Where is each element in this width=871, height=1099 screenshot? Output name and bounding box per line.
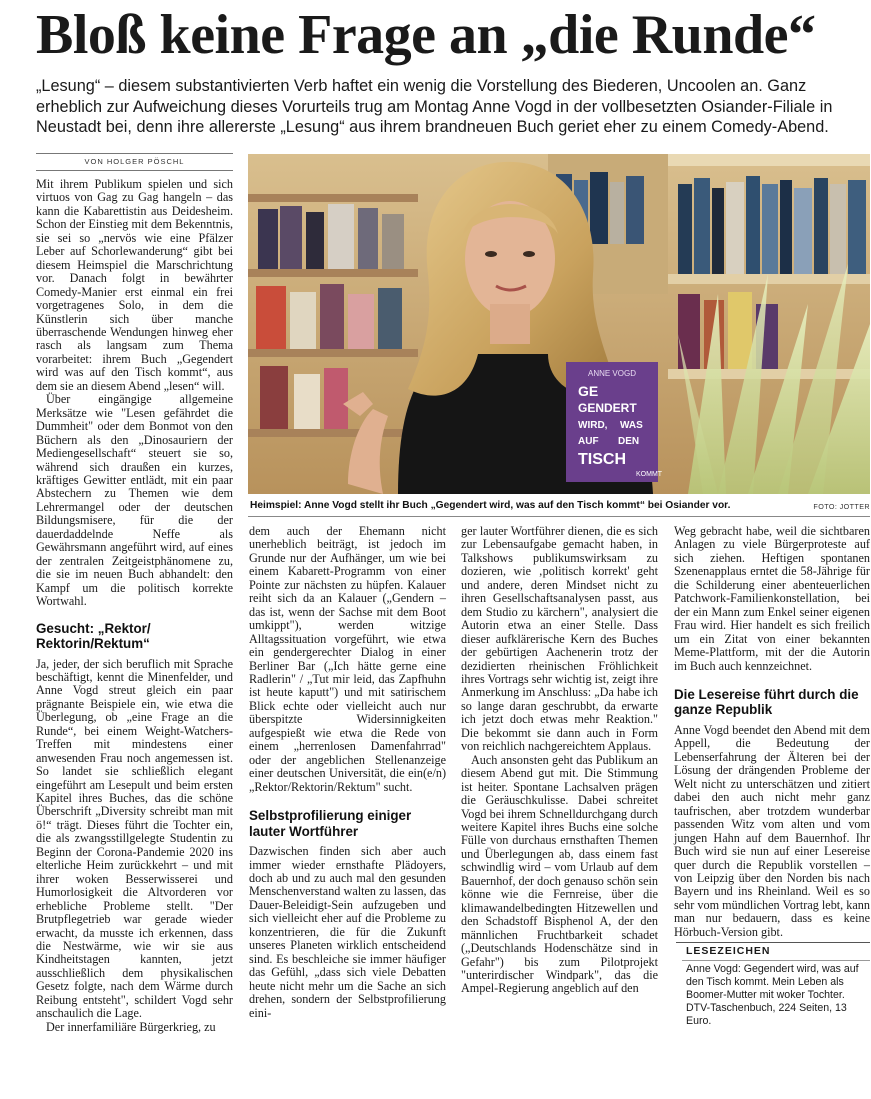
book-title-line: GENDERT bbox=[578, 401, 637, 415]
caption-text: Heimspiel: Anne Vogd stellt ihr Buch „Gegendert wird, was auf den Tisch kommt“ bei Osiander vor. bbox=[250, 500, 731, 511]
photo-credit: FOTO: JOTTER bbox=[813, 502, 870, 511]
body-paragraph: Auch ansonsten geht das Publikum an diesem Abend gut mit. Die Stimmung ist heiter. Spontane Lachsalven prägen die Geräuschkulisse. Dabei schreitet Vogd bei ihrem Schnelldurchgang durch weitere Kapitel ihres Buchs eine solche Fülle von durchaus ernsthaften Themen und Überlegungen ab, dass einem fast schwindlig wird – vom Urlaub auf dem Bauernhof, der doch genauso schön sein könne wie die Fernreise, über die klimawandelbedingten Hitzewellen und den Schadstoff Bisphenol A, der den männlichen Fruchtbarkeit schadet („Deutschlands Hodenschätze sind in Gefahr") bis zum Pilotprojekt "unterirdischer Windpark", das die Ampel-Regierung angeblich auf den bbox=[461, 752, 658, 996]
book-title-line: WAS bbox=[620, 420, 643, 431]
book-title-line: KOMMT bbox=[636, 471, 663, 478]
body-paragraph: ger lauter Wortführer dienen, die es sich zur Lebensaufgabe gemacht haben, in Talkshows publikumswirksam zu dozieren, wie ‚politisch korrekt' geht und andere, deren Mindset nicht zu ihren Gesellschaftsanalysen passt, aus dem Studio zu kärchern", analysiert die Autorin etwa an einer Stelle. Dass dieser aufklärerische Kern des Buches der gebürtigen Aachenerin trotz der dezidierten rheinischen Fröhlichkeit ihres Vortrags sehr wichtig ist, zeigt ihre Anmerkung im Anschluss: „Da habe ich so lange daran geschrubbt, da erwarte ich jetzt doch etwas mehr Reaktion." Die bekommt sie dann auch in Form von reichlich nachgereichtem Applaus. bbox=[461, 524, 658, 754]
body-paragraph: Mit ihrem Publikum spielen und sich virtuos von Gag zu Gag hangeln – das kann die Kabarettistin aus Deidesheim. Schon der Einstieg mit dem Bekenntnis, sie sei so „nervös wie eine Pfälzer Leber auf Schorlewanderung“ gibt bei diesem Heimspiel die Marschrichtung vor. Danach folgt in bewährter Comedy-Manier erst einmal ein frei vorgetragenes Solo, in dem die Künstlerin sich über manche überraschende Wendungen hinweg eher rasch als langsam zum Thema vorarbeitet: ihrem Buch „Gegendert wird was auf den Tisch kommt“, aus dem sie an diesem Abend „lesen“ will. bbox=[36, 177, 233, 393]
book-cover bbox=[566, 362, 663, 482]
article-column-3 bbox=[461, 525, 658, 1020]
byline-rule-top bbox=[36, 153, 233, 154]
subheading: Gesucht: „Rektor/ Rektorin/Rektum“ bbox=[36, 620, 151, 651]
headline: Bloß keine Frage an „die Runde“ bbox=[36, 4, 816, 66]
book-title-line: GE bbox=[578, 383, 599, 399]
book-title-line: DEN bbox=[618, 436, 640, 447]
body-paragraph: Der innerfamiliäre Bürgerkrieg, zu bbox=[46, 1019, 216, 1034]
body-paragraph: dem auch der Ehemann nicht unerheblich beiträgt, ist jedoch im Grunde nur der Aufhänger, um wie bei einem Kabarett-Programm von einer Pointe zur nächsten zu hüpfen. Kalauer reiht sich da an Kalauer („Gendern – das ist, wenn der Sachse mit dem Boot umkippt"), werden witzige Alltagssituation vorgeführt, wie etwa ein gendergerechter Dialog in einer Berliner Bar („Ich hätte gerne eine Radlerin" / „Tut mir leid, das Zapfhuhn ist heute kaputt") und mit satirischem Blick echte oder vielleicht auch nur überspitzte Widersinnigkeiten aufgespießt wie etwa die Rede von einem „herrenlosen Damenfahrrad" oder der angeblichen Stellenanzeige einer deutschen Universität, die ein(e/n) „Rektor/Rektorin/Rektum" sucht. bbox=[249, 524, 446, 794]
article-column-2 bbox=[249, 525, 446, 1020]
book-title-line: WIRD, bbox=[578, 420, 608, 431]
body-paragraph: Dazwischen finden sich aber auch immer wieder ernsthafte Plädoyers, doch ab und zu auch mal den gesunden Menschenverstand walten zu lassen, das Dauer-Beleidigt-Sein aufzugeben und sich vielleicht eher auf die Probleme zu konzentrieren, die für die Zukunft unseres Planeten wirklich entscheidend sind. Es beschleiche sie immer häufiger das Gefühl, „dass sich viele Debatten heute nicht mehr um die Sache an sich drehen, sondern der Selbstprofilierung eini- bbox=[249, 844, 446, 1020]
book-author-label: ANNE VOGD bbox=[587, 369, 637, 378]
article-column-1 bbox=[36, 177, 233, 1034]
body-paragraph: Anne Vogd beendet den Abend mit dem Appell, die Bedeutung der Lebenserfahrung der Älteren bei der Lösung der drängenden Probleme der Welt nicht zu unterschätzen und zitiert dabei den auch nicht mehr ganz taufrischen, aber trotzdem wunderbar passenden Witz vom alten und vom jungen Hahn auf dem Bauernhof. Ihr Buch wird sie nun auf einer Lesereise quer durch die Republik vorstellen – von Leipzig über den Norden bis nach Bayern und ins Rheinland. Weil es so sehr vom mündlichen Vortrag lebt, kann man nur bedauern, dass es keine Hörbuch-Version gibt. bbox=[674, 722, 870, 939]
article-column-4 bbox=[674, 525, 870, 940]
teaser: „Lesung“ – diesem substantivierten Verb haftet ein wenig die Vorstellung des Biederen, Uncoolen an. Ganz erheblich zur Aufweichung dieses Vorurteils trug am Montag Anne Vogd in der vollbesetzten Osiander-Filiale in Neustadt bei, denn ihre allererste „Lesung“ aus ihrem brandneuen Buch geriet eher zu einem Comedy-Abend. bbox=[36, 77, 833, 137]
body-paragraph: Über eingängige allgemeine Merksätze wie "Lesen gefährdet die Dummheit" oder dem Bonmot von den Büchern als den „Dinosauriern der Mediengesellschaft“ steuert sie so, während sich draußen ein kurzes, kräftiges Gewitter entlädt, mit ein paar Abstechern zu Themen wie dem Lehrermangel oder der deutschen Bildungsmisere, für die der dauerdaddelnde Neffe als Gewährsmann angeführt wird, auf eines der zentralen Zeitgeistphänomene zu, die sie im neuen Buch abhandelt: den Kampf um die politisch korrekte Wortwahl. bbox=[36, 392, 233, 609]
byline-rule-bottom bbox=[36, 170, 233, 171]
photo-caption bbox=[250, 499, 870, 512]
byline: VON HOLGER PÖSCHL bbox=[84, 157, 185, 166]
body-paragraph: Ja, jeder, der sich beruflich mit Sprache beschäftigt, kennt die Minenfelder, und Anne Vogd streut gleich ein paar prägnante Beispiele ein, wie etwa die Überlegung, ob „eine Frage an die Runde“, bei einem Weight-Watchers-Treffen mit mindestens einer anwesenden Frau noch angemessen ist. So landet sie schließlich elegant eingeführt am Lesepult und beim ersten Kapitel ihres Buches, das die schöne Überschrift „Diversity schreibt man mit ö!“ trägt. Dieses führt die Tochter ein, die als zwangsstillgelegte Studentin zu Beginn der Corona-Pandemie 2020 ins elterliche Heim zurückkehrt – und mit ihrer woken Besserwisserei und Humorlosigkeit die Altvorderen vor erhebliche Probleme stellt. "Der Brutpflegetrieb war gerade wieder erwacht, da musste ich erkennen, dass die Nestwärme, wie wir sie aus Kindheitstagen kannten, jetzt ausschließlich dem physikalischen Gesetz folgte, nach dem Wärme durch Reibung entsteht", schildert Vogd sehr anschaulich die Lage. bbox=[36, 656, 233, 1021]
bookstore-scene bbox=[248, 154, 870, 494]
lesezeichen-label: LESEZEICHEN bbox=[686, 945, 771, 957]
body-paragraph: Weg gebracht habe, weil die sichtbaren Anlagen zu viele Bürgerproteste auf sich ziehen. Heftigen spontanen Szenenapplaus erntet die 58-Jährige für die Schilderung einer abenteuerlichen Patchwork-Familienkonstellation, bei der ein Mann zum Enkel seiner eigenen Frau wird. Hier handelt es sich freilich um ein Zitat von einer bekannten Meme-Plattform, mit der die Autorin im Buch auch kennzeichnet. bbox=[674, 524, 870, 673]
caption-rule bbox=[248, 516, 870, 517]
book-title-line: AUF bbox=[578, 436, 599, 447]
subheading: Selbstprofilierung einiger lauter Wortführer bbox=[249, 808, 412, 839]
lesezeichen-rule-mid bbox=[682, 960, 870, 961]
lesezeichen-rule-top bbox=[676, 942, 870, 943]
lesezeichen-text: Anne Vogd: Gegendert wird, was auf den Tisch kommt. Mein Leben als Boomer-Mutter mit woker Tochter. DTV-Taschenbuch, 224 Seiten, 13 Euro. bbox=[686, 963, 859, 1027]
article-photo bbox=[248, 154, 870, 494]
subheading: Die Lesereise führt durch die ganze Republik bbox=[674, 686, 859, 718]
book-title-line: TISCH bbox=[578, 451, 626, 468]
